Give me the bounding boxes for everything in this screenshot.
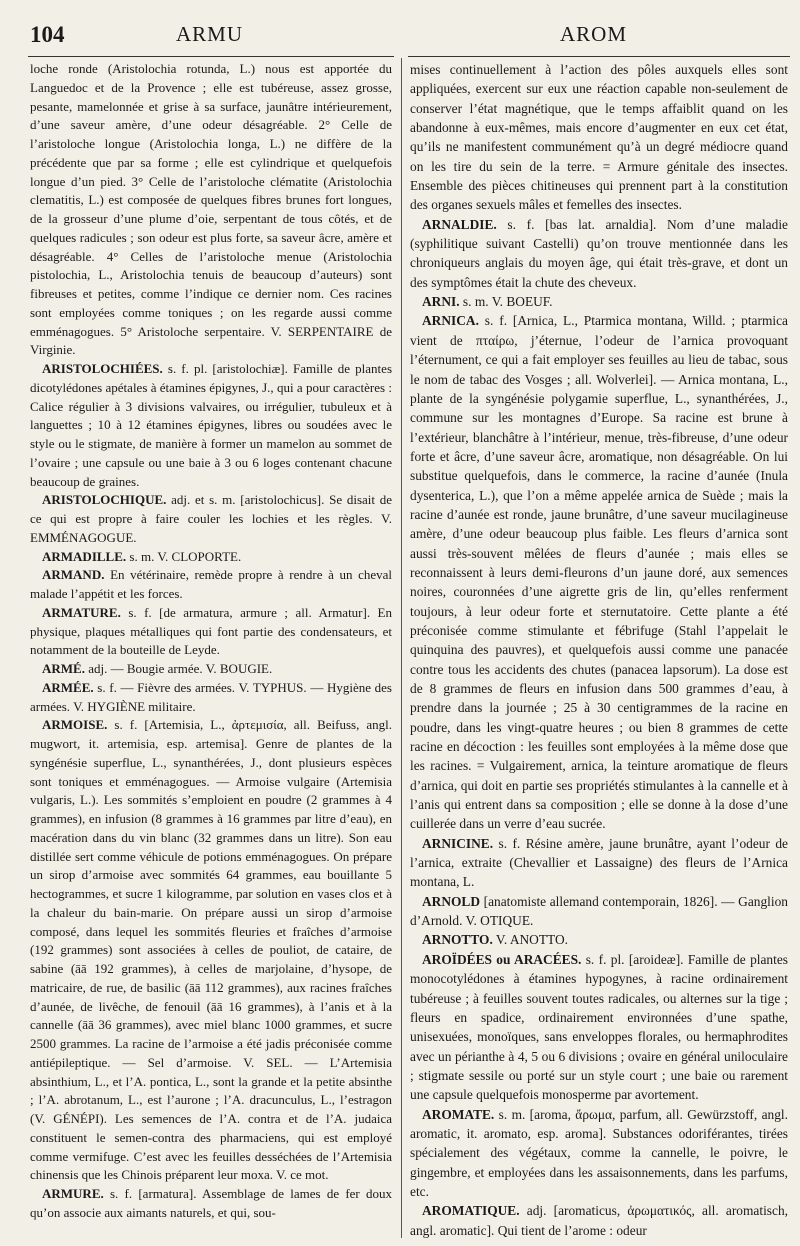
entry-text: s. f. pl. [aristolochiæ]. Famille de plantes dicotylédones apétales à étamines épigynes, J., qui a pour caractères : Calice régulier à 3 divisions valvaires, ou irrégulier, tubuleux et à languettes ; 10 à 12 étamines épigynes, libres ou soudées avec le style ou le stigmate, de manière à former un mamelon au sommet de l’ovaire ; une capsule ou une baie à 3 ou 6 loges contenant chacune beaucoup de graines.: [30, 361, 392, 489]
dictionary-entry: [30, 548, 392, 567]
left-running-title: ARMU: [176, 22, 244, 46]
dictionary-entry: [410, 930, 788, 949]
entry-headword: ARNALDIE.: [422, 216, 497, 232]
dictionary-entry: [410, 215, 788, 292]
dictionary-entry: [30, 1185, 392, 1223]
dictionary-entry: [30, 360, 392, 491]
entry-text: s. m. [aroma, ἄρωμα, parfum, all. Gewürzstoff, angl. aromatic, it. aromato, esp. aroma]. Substances odoriférantes, tirées spécialement des végétaux, comme la cannelle, le poivre, le gingembre, et employées dans les assaisonnements, dans les parfums, etc.: [410, 1106, 788, 1199]
entry-headword: ARMOISE.: [42, 717, 108, 733]
running-header: [0, 22, 800, 52]
right-column: [410, 60, 788, 1240]
entry-text: s. f. [de armatura, armure ; all. Armatur]. En physique, plaques métalliques qui font partie des condensateurs, et notamment de la bouteille de Leyde.: [30, 604, 392, 658]
entry-headword: ARMADILLE.: [42, 548, 127, 564]
entry-text: s. m. V. BOEUF.: [459, 294, 553, 310]
dictionary-entry: [30, 566, 392, 604]
entry-text: s. f. [armatura]. Assemblage de lames de fer doux qu’on associe aux aimants naturels, et qui, sou-: [30, 1186, 392, 1220]
entry-headword: ARMAND.: [42, 567, 105, 583]
entry-text: adj. [aromaticus, ἀρωματικός, all. aromatisch, angl. aromatic]. Qui tient de l’arome : odeur: [410, 1203, 788, 1238]
header-rule-left: [28, 56, 394, 57]
entry-text: s. f. [Artemisia, L., ἀρτεμισία, all. Beifuss, angl. mugwort, it. artemisia, esp. artemisa]. Genre de plantes de la syngénésie superflue, L., synanthérées, J., dont plusieurs espèces sont toniques et emménagogues. — Armoise vulgaire (Artemisia vulgaris, L.). Les sommités s’emploient en poudre (2 grammes à 4 grammes), en infusion (8 grammes à 16 grammes par litre d’eau), en macération dans du vin blanc (32 grammes dans un litre). Son eau distillée sert comme véhicule de potions emménagogues. On prépare un sirop d’armoise avec sommités 64 grammes, eau bouillante 5 hectogrammes, et sucre 1 kilogramme, par solution en vases clos et à la chaleur du bain-marie. On prépare aussi un sirop d’armoise composé, dans lequel les sommités fleuries et fraîches d’armoise (192 grammes) sont associées à celles de pouliot, de cataire, de sabine (āā 192 grammes), à celles de marjolaine, d’hysope, de matricaire, de rue, de basilic (āā 112 grammes), aux racines fraîches d’aunée, de livêche, de fenouil (āā 16 grammes), à l’anis et à la cannelle (āā 36 grammes), avec miel blanc 1000 grammes, et sucre 2500 grammes. La racine de l’armoise a été jadis préconisée comme antiépileptique. — Sel d’armoise. V. SEL. — L’Artemisia absinthium, L., et l’A. pontica, L., sont la grande et la petite absinthe ; l’A. abrotanum, L., est l’aurone ; l’A. dracunculus, L., l’estragon (V. GÉNÉPI). Les semences de l’A. contra et de l’A. judaica constituent le semen-contra des pharmaciens, qui est employé comme vermifuge. C’est avec les feuilles desséchées de l’Artemisia chinensis que les Chinois préparent leur moxa. V. ce mot.: [30, 717, 392, 1183]
entry-headword: AROMATIQUE.: [422, 1203, 520, 1219]
entry-text: s. f. Résine amère, jaune brunâtre, ayant l’odeur de l’arnica, extraite (Chevallier et Lassaigne) des fleurs de l’Arnica montana, L.: [410, 835, 788, 890]
dictionary-entry: [30, 660, 392, 679]
dictionary-entry: [410, 1105, 788, 1202]
entry-text: s. m. V. CLOPORTE.: [126, 548, 242, 564]
entry-headword: AROÏDÉES ou ARACÉES.: [422, 951, 582, 967]
dictionary-entry: [410, 1201, 788, 1240]
entry-text: s. f. [Arnica, L., Ptarmica montana, Willd. ; ptarmica vient de πταίρω, j’éternue, l’odeur de l’arnica provoquant l’éternument, ce qui a fait employer ses feuilles au lieu de tabac, sous le nom de tabac des Vosges ; all. Wolverlei]. — Arnica montana, L., plante de la syngénésie polygamie superflue, L., synanthérées, J., commune sur les montagnes d’Europe. Sa racine est brune à l’extérieur, blanchâtre à l’intérieur, menue, très-fibreuse, d’une odeur forte et âcre, d’une saveur âcre, aromatique, non désagréable. On lui substitue quelquefois, dans le commerce, la racine d’aunée (Inula dysenterica, L.), que l’on a même appelée arnica de Suède ; mais la racine d’aunée est ronde, jaune brunâtre, d’une saveur mucilagineuse amère, d’une odeur beaucoup plus faible. Les fleurs d’arnica sont aussi très-souvent mêlées de fleurs d’aunée ; mais elles se reconnaissent à leurs demi-fleurons d’un jaune doré, aux semences noires, couronnées d’une aigrette gris de lin, qu’elles renferment toujours, à leur odeur forte et sternutatoire. Cette plante a été préconisée comme stimulante et fébrifuge (Stahl l’appelait le quinquina des pauvres), et quelquefois aussi comme une panacée contre tous les accidents des chutes (panacea lapsorum). La dose est de 8 grammes de fleurs en infusion dans 500 grammes d’eau, à prendre dans la journée ; 25 à 30 centigrammes de la racine en poudre, dans les vingt-quatre heures ; ou bien 8 grammes de cette racine en décoction : les feuilles sont employées à la même dose que les racines. = Vulgairement, arnica, la teinture aromatique de fleurs d’arnica, qui doit en partie ses propriétés stimulantes à la cannelle et à l’anis qui entrent dans sa composition ; elle se donne à la dose d’une cuillerée dans un verre d’eau sucrée.: [410, 313, 788, 832]
header-rule-right: [408, 56, 790, 57]
dictionary-entry: [30, 604, 392, 660]
entry-text: s. f. [bas lat. arnaldia]. Nom d’une maladie (syphilitique suivant Castelli) qu’on trouve mentionnée dans les chroniqueurs anglais du moyen âge, qui était très-grave, et dont un des symptômes était la chute des cheveux.: [410, 216, 788, 290]
entry-headword: ARMÉE.: [42, 679, 94, 695]
column-divider: [401, 58, 402, 1238]
entry-headword: ARNICINE.: [422, 835, 494, 851]
entry-headword: ARISTOLOCHIQUE.: [42, 492, 167, 508]
entry-text: [anatomiste allemand contemporain, 1826]. — Ganglion d’Arnold. V. OTIQUE.: [410, 893, 788, 929]
left-column: [30, 60, 392, 1223]
entry-text: s. f. — Fièvre des armées. V. TYPHUS. — Hygiène des armées. V. HYGIÈNE militaire.: [30, 679, 392, 714]
entry-headword: ARMURE.: [42, 1186, 104, 1201]
entry-headword: ARNOLD: [422, 893, 481, 909]
entry-text: loche ronde (Aristolochia rotunda, L.) nous est apportée du Languedoc et de la Provence ; elle est tubéreuse, assez grosse, pesante, mamelonnée et grise à sa surface, jaunâtre intérieurement, d’une saveur amère, d’une odeur désagréable. 2° Celle de l’aristoloche longue (Aristolochia longa, L.) ne diffère de la précédente que par sa forme ; elle est cylindrique et quelquefois longue d’un pied. 3° Celle de l’aristoloche clématite (Aristolochia clematitis, L.) est composée de quelques fibres brunes fort longues, de la grosseur d’une plume d’oie, serpentant de tous côtés, et de quelques radicules ; son odeur est plus forte, sa saveur âcre, amère et désagréable. 4° Celles de l’aristoloche menue (Aristolochia pistolochia, L., Aristolochia tenuis de beaucoup d’auteurs) sont fibreuses et petites, comme l’indique ce dernier nom. Ces racines sont employées comme toniques ; on les regarde aussi comme emménagogues. 5° Aristoloche serpentaire. V. SERPENTAIRE de Virginie.: [30, 61, 392, 358]
dictionary-entry: [410, 311, 788, 833]
dictionary-entry: [30, 679, 392, 717]
entry-headword: ARISTOLOCHIÉES.: [42, 361, 163, 376]
entry-headword: ARNI.: [422, 294, 460, 310]
dictionary-entry: [30, 491, 392, 547]
entry-text: adj. et s. m. [aristolochicus]. Se disait de ce qui est propre à faire couler les lochies et les règles. V. EMMÉNAGOGUE.: [30, 492, 392, 545]
entry-text: s. f. pl. [aroideæ]. Famille de plantes monocotylédones à étamines hypogynes, à racine ordinairement tubéreuse ; à feuilles souvent toutes radicales, ou alternes sur la tige ; fleurs en spadice, ordinairement environnées d’une spathe, unisexuées, monoïques, sans enveloppes florales, ou hermaphrodites avec un périanthe à 4, 5 ou 6 divisions ; ovaire en général uniloculaire ; stigmate sessile ou porté sur un style court ; une baie ou rarement une capsule quelquefois monosperme par avortement.: [410, 951, 788, 1103]
dictionary-entry: [30, 716, 392, 1185]
page-number: 104: [30, 22, 65, 47]
entry-headword: AROMATE.: [422, 1106, 495, 1122]
dictionary-entry: [410, 292, 788, 311]
entry-text: En vétérinaire, remède propre à rendre à un cheval malade l’appétit et les forces.: [30, 567, 392, 601]
entry-headword: ARNICA.: [422, 313, 479, 329]
right-running-title: AROM: [560, 22, 628, 46]
dictionary-entry: [410, 892, 788, 931]
entry-headword: ARMATURE.: [42, 604, 121, 620]
entry-text: mises continuellement à l’action des pôles auxquels elles sont appliquées, exercent sur eux une réaction capable non-seulement de conserver l’état magnétique, que le temps affaiblit quand on les abandonne à eux-mêmes, mais encore d’augmenter en eux cet état, qu’ils ne manifestent communément qu’à un degré médiocre quand on les tire du sein de la terre. = Armure génitale des insectes. Ensemble des pièces chitineuses qui prennent part à la constitution des organes sexuels mâles et femelles des insectes.: [410, 62, 788, 213]
entry-text: adj. — Bougie armée. V. BOUGIE.: [84, 661, 273, 676]
dictionary-entry: [410, 950, 788, 1105]
entry-headword: ARMÉ.: [42, 661, 85, 676]
entry-text: V. ANOTTO.: [492, 932, 568, 948]
entry-headword: ARNOTTO.: [422, 932, 493, 948]
dictionary-entry: [410, 834, 788, 892]
